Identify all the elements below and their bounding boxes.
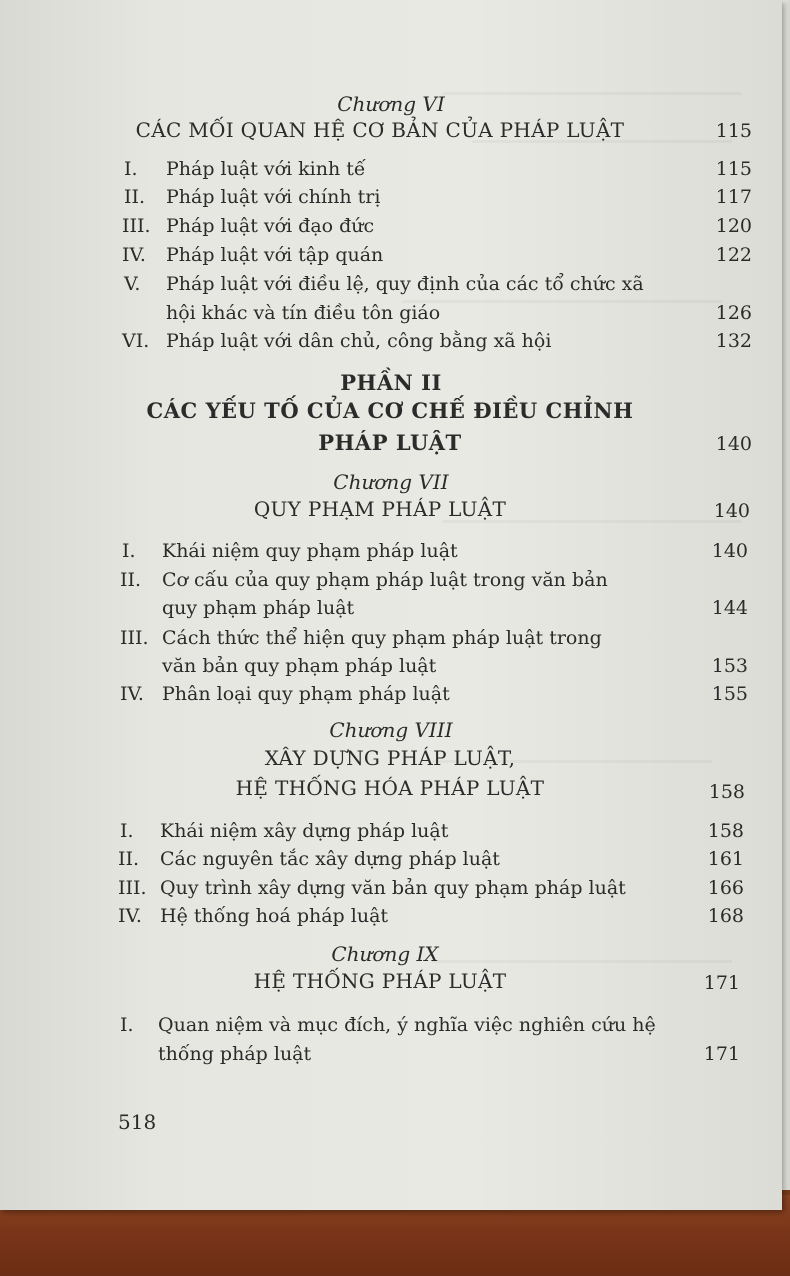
entry-page: 126 [715, 302, 752, 324]
toc-entry-cont[interactable]: quy phạm pháp luật [162, 597, 355, 619]
toc-entry[interactable]: Các nguyên tắc xây dựng pháp luật [160, 848, 500, 870]
toc-entry[interactable]: Pháp luật với dân chủ, công bằng xã hội [166, 330, 552, 352]
toc-entry[interactable]: Khái niệm xây dựng pháp luật [160, 820, 449, 842]
entry-num: III. [122, 215, 151, 237]
entry-page: 117 [715, 186, 752, 208]
entry-page: 155 [711, 683, 748, 705]
toc-entry-cont[interactable]: văn bản quy phạm pháp luật [162, 655, 437, 677]
entry-num: III. [120, 627, 149, 649]
entry-num: I. [122, 540, 136, 562]
entry-page: 158 [707, 820, 744, 842]
toc-entry[interactable]: Quan niệm và mục đích, ý nghĩa việc nghiên cứu hệ [158, 1014, 656, 1036]
chapter-7-title: QUY PHẠM PHÁP LUẬT [253, 497, 507, 521]
chapter-7-heading: Chương VII [333, 470, 449, 494]
toc-entry[interactable]: Hệ thống hoá pháp luật [160, 905, 389, 927]
toc-entry[interactable]: Quy trình xây dựng văn bản quy phạm pháp luật [160, 877, 626, 899]
toc-entry[interactable]: Cách thức thể hiện quy phạm pháp luật trong [162, 627, 602, 649]
entry-num: IV. [118, 905, 142, 927]
toc-entry[interactable]: Phân loại quy phạm pháp luật [162, 683, 450, 705]
entry-page: 153 [711, 655, 748, 677]
chapter-8-title-line2: HỆ THỐNG HÓA PHÁP LUẬT [235, 776, 545, 800]
toc-entry[interactable]: Khái niệm quy phạm pháp luật [162, 540, 458, 562]
entry-num: I. [120, 820, 134, 842]
entry-page: 166 [707, 877, 744, 899]
chapter-8-heading: Chương VIII [329, 718, 453, 742]
entry-num: I. [120, 1014, 134, 1036]
chapter-8-page: 158 [708, 781, 745, 803]
chapter-9-entries [118, 1014, 740, 1074]
entry-num: II. [118, 848, 140, 870]
entry-num: IV. [120, 683, 144, 705]
entry-page: 161 [707, 848, 744, 870]
chapter-6-entries [124, 158, 752, 358]
chapter-6-title: CÁC MỐI QUAN HỆ CƠ BẢN CỦA PHÁP LUẬT [135, 118, 625, 142]
chapter-7-page: 140 [713, 500, 750, 522]
entry-num: II. [124, 186, 146, 208]
entry-page: 132 [715, 330, 752, 352]
chapter-9-heading: Chương IX [331, 942, 439, 966]
entry-page: 140 [711, 540, 748, 562]
toc-entry[interactable]: Cơ cấu của quy phạm pháp luật trong văn bản [162, 569, 608, 591]
part-2-title-line2: PHÁP LUẬT [318, 430, 462, 455]
part-2-page: 140 [715, 433, 752, 455]
entry-num: III. [118, 877, 147, 899]
entry-page: 168 [707, 905, 744, 927]
toc-entry-cont[interactable]: hội khác và tín điều tôn giáo [166, 302, 441, 324]
toc-entry[interactable]: Pháp luật với chính trị [166, 186, 381, 208]
chapter-8-entries [118, 820, 744, 940]
entry-page: 122 [715, 244, 752, 266]
entry-num: VI. [122, 330, 150, 352]
chapter-9-page: 171 [703, 972, 740, 994]
part-2-heading: PHẦN II [340, 370, 442, 395]
toc-entry[interactable]: Pháp luật với đạo đức [166, 215, 375, 237]
entry-page: 171 [703, 1043, 740, 1065]
entry-num: IV. [122, 244, 146, 266]
chapter-7-entries [120, 540, 748, 705]
chapter-6-heading: Chương VI [337, 92, 445, 116]
entry-num: V. [124, 273, 141, 295]
chapter-6-page: 115 [715, 120, 752, 142]
toc-entry[interactable]: Pháp luật với kinh tế [166, 158, 366, 180]
entry-page: 115 [715, 158, 752, 180]
entry-num: II. [120, 569, 142, 591]
toc-entry-cont[interactable]: thống pháp luật [158, 1043, 312, 1065]
page-number: 518 [118, 1110, 157, 1134]
entry-page: 120 [715, 215, 752, 237]
entry-num: I. [124, 158, 138, 180]
toc-entry[interactable]: Pháp luật với tập quán [166, 244, 384, 266]
chapter-9-title: HỆ THỐNG PHÁP LUẬT [253, 969, 507, 993]
entry-page: 144 [711, 597, 748, 619]
toc-entry[interactable]: Pháp luật với điều lệ, quy định của các tổ chức xã [166, 273, 644, 295]
chapter-8-title-line1: XÂY DỰNG PHÁP LUẬT, [264, 746, 516, 770]
part-2-title-line1: CÁC YẾU TỐ CỦA CƠ CHẾ ĐIỀU CHỈNH [146, 398, 634, 423]
